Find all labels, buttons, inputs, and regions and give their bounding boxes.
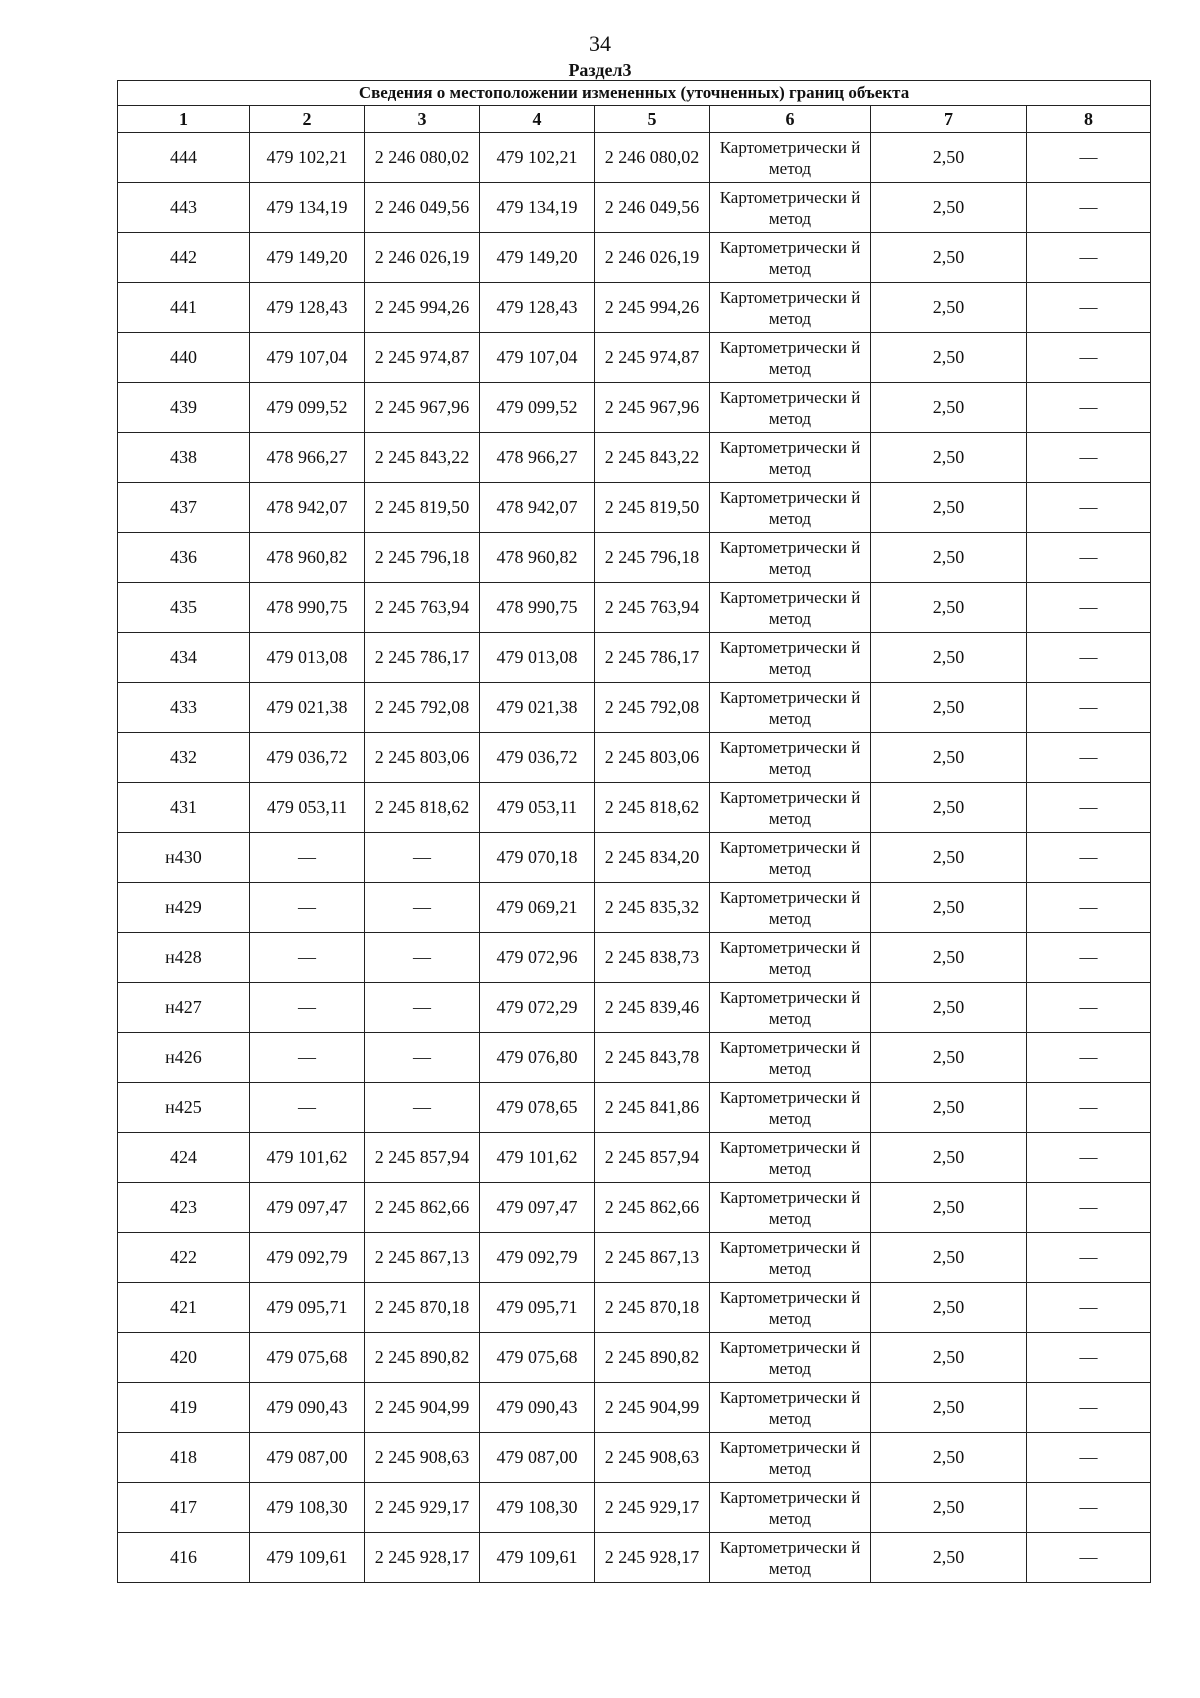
description-cell: —	[1027, 583, 1151, 633]
method-cell: Картометрически й метод	[710, 933, 871, 983]
existing-x-cell: 479 097,47	[250, 1183, 365, 1233]
point-id-cell: н425	[118, 1083, 250, 1133]
existing-y-cell: 2 245 843,22	[365, 433, 480, 483]
method-cell: Картометрически й метод	[710, 1033, 871, 1083]
new-y-cell: 2 245 890,82	[595, 1333, 710, 1383]
table-row	[118, 1233, 1151, 1283]
description-cell: —	[1027, 533, 1151, 583]
method-cell: Картометрически й метод	[710, 1533, 871, 1583]
table-row	[118, 683, 1151, 733]
method-cell: Картометрически й метод	[710, 433, 871, 483]
point-id-cell: 437	[118, 483, 250, 533]
table-row	[118, 433, 1151, 483]
new-y-cell: 2 245 839,46	[595, 983, 710, 1033]
accuracy-cell: 2,50	[871, 1033, 1027, 1083]
accuracy-cell: 2,50	[871, 1083, 1027, 1133]
new-x-cell: 479 070,18	[480, 833, 595, 883]
description-cell: —	[1027, 1533, 1151, 1583]
new-x-cell: 479 102,21	[480, 133, 595, 183]
method-cell: Картометрически й метод	[710, 133, 871, 183]
description-cell: —	[1027, 833, 1151, 883]
table-row	[118, 933, 1151, 983]
new-y-cell: 2 245 994,26	[595, 283, 710, 333]
existing-x-cell: 479 090,43	[250, 1383, 365, 1433]
table-row	[118, 633, 1151, 683]
table-row	[118, 183, 1151, 233]
existing-y-cell: 2 245 819,50	[365, 483, 480, 533]
accuracy-cell: 2,50	[871, 683, 1027, 733]
page-number: 34	[589, 31, 611, 56]
description-cell: —	[1027, 333, 1151, 383]
method-cell: Картометрически й метод	[710, 233, 871, 283]
existing-x-cell: 479 149,20	[250, 233, 365, 283]
existing-y-cell: 2 245 904,99	[365, 1383, 480, 1433]
method-cell: Картометрически й метод	[710, 633, 871, 683]
boundary-coordinates-table	[117, 80, 1151, 1583]
table-row	[118, 1433, 1151, 1483]
existing-x-cell: 479 109,61	[250, 1533, 365, 1583]
existing-x-cell: 479 021,38	[250, 683, 365, 733]
existing-x-cell: 479 107,04	[250, 333, 365, 383]
new-x-cell: 479 013,08	[480, 633, 595, 683]
existing-x-cell: 479 102,21	[250, 133, 365, 183]
new-x-cell: 479 097,47	[480, 1183, 595, 1233]
existing-y-cell: 2 245 908,63	[365, 1433, 480, 1483]
method-cell: Картометрически й метод	[710, 1433, 871, 1483]
new-x-cell: 479 149,20	[480, 233, 595, 283]
accuracy-cell: 2,50	[871, 1183, 1027, 1233]
existing-y-cell: 2 246 080,02	[365, 133, 480, 183]
method-cell: Картометрически й метод	[710, 1333, 871, 1383]
existing-x-cell: 479 108,30	[250, 1483, 365, 1533]
new-x-cell: 479 036,72	[480, 733, 595, 783]
new-y-cell: 2 245 929,17	[595, 1483, 710, 1533]
column-number-row	[118, 106, 1151, 133]
existing-x-cell: —	[250, 883, 365, 933]
new-x-cell: 479 108,30	[480, 1483, 595, 1533]
column-number: 5	[595, 106, 710, 133]
new-y-cell: 2 245 796,18	[595, 533, 710, 583]
method-cell: Картометрически й метод	[710, 1083, 871, 1133]
point-id-cell: н429	[118, 883, 250, 933]
new-x-cell: 479 107,04	[480, 333, 595, 383]
existing-y-cell: 2 245 818,62	[365, 783, 480, 833]
accuracy-cell: 2,50	[871, 1283, 1027, 1333]
table-row	[118, 1033, 1151, 1083]
existing-y-cell: 2 245 803,06	[365, 733, 480, 783]
method-cell: Картометрически й метод	[710, 783, 871, 833]
existing-x-cell: 479 095,71	[250, 1283, 365, 1333]
method-cell: Картометрически й метод	[710, 1183, 871, 1233]
point-id-cell: 431	[118, 783, 250, 833]
description-cell: —	[1027, 683, 1151, 733]
existing-y-cell: 2 245 929,17	[365, 1483, 480, 1533]
point-id-cell: 422	[118, 1233, 250, 1283]
table-caption: Сведения о местоположении измененных (уточненных) границ объекта	[118, 81, 1151, 106]
table-row	[118, 833, 1151, 883]
existing-y-cell: 2 245 857,94	[365, 1133, 480, 1183]
accuracy-cell: 2,50	[871, 933, 1027, 983]
accuracy-cell: 2,50	[871, 433, 1027, 483]
point-id-cell: 442	[118, 233, 250, 283]
new-y-cell: 2 245 974,87	[595, 333, 710, 383]
new-y-cell: 2 245 834,20	[595, 833, 710, 883]
new-x-cell: 479 099,52	[480, 383, 595, 433]
description-cell: —	[1027, 733, 1151, 783]
new-y-cell: 2 245 857,94	[595, 1133, 710, 1183]
existing-x-cell: 479 099,52	[250, 383, 365, 433]
point-id-cell: 417	[118, 1483, 250, 1533]
point-id-cell: 423	[118, 1183, 250, 1233]
accuracy-cell: 2,50	[871, 533, 1027, 583]
new-y-cell: 2 245 838,73	[595, 933, 710, 983]
table-row	[118, 883, 1151, 933]
column-number: 6	[710, 106, 871, 133]
existing-x-cell: 479 013,08	[250, 633, 365, 683]
accuracy-cell: 2,50	[871, 1383, 1027, 1433]
column-number: 7	[871, 106, 1027, 133]
table-row	[118, 483, 1151, 533]
existing-x-cell: 479 092,79	[250, 1233, 365, 1283]
accuracy-cell: 2,50	[871, 633, 1027, 683]
method-cell: Картометрически й метод	[710, 283, 871, 333]
accuracy-cell: 2,50	[871, 483, 1027, 533]
existing-x-cell: 479 134,19	[250, 183, 365, 233]
point-id-cell: н426	[118, 1033, 250, 1083]
point-id-cell: 419	[118, 1383, 250, 1433]
description-cell: —	[1027, 633, 1151, 683]
table-row	[118, 1183, 1151, 1233]
method-cell: Картометрически й метод	[710, 583, 871, 633]
point-id-cell: 424	[118, 1133, 250, 1183]
existing-y-cell: 2 245 928,17	[365, 1533, 480, 1583]
new-y-cell: 2 245 928,17	[595, 1533, 710, 1583]
table-body	[118, 133, 1151, 1583]
accuracy-cell: 2,50	[871, 983, 1027, 1033]
existing-x-cell: —	[250, 1033, 365, 1083]
description-cell: —	[1027, 1333, 1151, 1383]
existing-y-cell: —	[365, 1083, 480, 1133]
accuracy-cell: 2,50	[871, 1233, 1027, 1283]
column-number: 1	[118, 106, 250, 133]
accuracy-cell: 2,50	[871, 583, 1027, 633]
existing-y-cell: 2 245 974,87	[365, 333, 480, 383]
description-cell: —	[1027, 1183, 1151, 1233]
table-row	[118, 233, 1151, 283]
existing-y-cell: 2 245 967,96	[365, 383, 480, 433]
accuracy-cell: 2,50	[871, 1133, 1027, 1183]
accuracy-cell: 2,50	[871, 333, 1027, 383]
accuracy-cell: 2,50	[871, 1333, 1027, 1383]
new-y-cell: 2 245 786,17	[595, 633, 710, 683]
description-cell: —	[1027, 1283, 1151, 1333]
point-id-cell: 434	[118, 633, 250, 683]
point-id-cell: 436	[118, 533, 250, 583]
point-id-cell: 443	[118, 183, 250, 233]
existing-y-cell: 2 246 026,19	[365, 233, 480, 283]
description-cell: —	[1027, 933, 1151, 983]
existing-y-cell: —	[365, 983, 480, 1033]
description-cell: —	[1027, 1483, 1151, 1533]
accuracy-cell: 2,50	[871, 183, 1027, 233]
point-id-cell: 420	[118, 1333, 250, 1383]
existing-y-cell: 2 245 786,17	[365, 633, 480, 683]
existing-x-cell: 479 053,11	[250, 783, 365, 833]
description-cell: —	[1027, 883, 1151, 933]
method-cell: Картометрически й метод	[710, 383, 871, 433]
description-cell: —	[1027, 1133, 1151, 1183]
table-row	[118, 533, 1151, 583]
new-x-cell: 479 087,00	[480, 1433, 595, 1483]
point-id-cell: 438	[118, 433, 250, 483]
table-row	[118, 133, 1151, 183]
existing-y-cell: 2 246 049,56	[365, 183, 480, 233]
existing-y-cell: 2 245 870,18	[365, 1283, 480, 1333]
method-cell: Картометрически й метод	[710, 683, 871, 733]
description-cell: —	[1027, 983, 1151, 1033]
method-cell: Картометрически й метод	[710, 183, 871, 233]
new-x-cell: 479 075,68	[480, 1333, 595, 1383]
point-id-cell: 439	[118, 383, 250, 433]
method-cell: Картометрически й метод	[710, 533, 871, 583]
accuracy-cell: 2,50	[871, 733, 1027, 783]
description-cell: —	[1027, 1033, 1151, 1083]
accuracy-cell: 2,50	[871, 233, 1027, 283]
new-x-cell: 479 134,19	[480, 183, 595, 233]
existing-y-cell: 2 245 890,82	[365, 1333, 480, 1383]
new-y-cell: 2 245 818,62	[595, 783, 710, 833]
point-id-cell: н427	[118, 983, 250, 1033]
accuracy-cell: 2,50	[871, 883, 1027, 933]
point-id-cell: 444	[118, 133, 250, 183]
existing-x-cell: 479 101,62	[250, 1133, 365, 1183]
point-id-cell: 421	[118, 1283, 250, 1333]
description-cell: —	[1027, 233, 1151, 283]
new-x-cell: 479 076,80	[480, 1033, 595, 1083]
description-cell: —	[1027, 1233, 1151, 1283]
new-y-cell: 2 246 080,02	[595, 133, 710, 183]
description-cell: —	[1027, 1433, 1151, 1483]
accuracy-cell: 2,50	[871, 133, 1027, 183]
new-y-cell: 2 245 835,32	[595, 883, 710, 933]
accuracy-cell: 2,50	[871, 1483, 1027, 1533]
new-y-cell: 2 245 870,18	[595, 1283, 710, 1333]
table-row	[118, 1483, 1151, 1533]
method-cell: Картометрически й метод	[710, 483, 871, 533]
table-row	[118, 1383, 1151, 1433]
new-x-cell: 479 092,79	[480, 1233, 595, 1283]
existing-x-cell: —	[250, 933, 365, 983]
existing-x-cell: 478 990,75	[250, 583, 365, 633]
description-cell: —	[1027, 1083, 1151, 1133]
new-x-cell: 478 966,27	[480, 433, 595, 483]
new-y-cell: 2 245 819,50	[595, 483, 710, 533]
accuracy-cell: 2,50	[871, 783, 1027, 833]
new-y-cell: 2 245 967,96	[595, 383, 710, 433]
new-x-cell: 479 078,65	[480, 1083, 595, 1133]
table-row	[118, 983, 1151, 1033]
method-cell: Картометрически й метод	[710, 883, 871, 933]
table-row	[118, 1083, 1151, 1133]
new-x-cell: 478 942,07	[480, 483, 595, 533]
accuracy-cell: 2,50	[871, 833, 1027, 883]
table-row	[118, 383, 1151, 433]
existing-y-cell: 2 245 862,66	[365, 1183, 480, 1233]
column-number: 3	[365, 106, 480, 133]
new-y-cell: 2 245 862,66	[595, 1183, 710, 1233]
table-row	[118, 333, 1151, 383]
new-y-cell: 2 245 867,13	[595, 1233, 710, 1283]
accuracy-cell: 2,50	[871, 383, 1027, 433]
point-id-cell: 441	[118, 283, 250, 333]
existing-y-cell: —	[365, 833, 480, 883]
description-cell: —	[1027, 183, 1151, 233]
new-y-cell: 2 245 843,22	[595, 433, 710, 483]
description-cell: —	[1027, 483, 1151, 533]
existing-x-cell: —	[250, 1083, 365, 1133]
point-id-cell: 418	[118, 1433, 250, 1483]
point-id-cell: 435	[118, 583, 250, 633]
method-cell: Картометрически й метод	[710, 1383, 871, 1433]
new-x-cell: 479 109,61	[480, 1533, 595, 1583]
existing-x-cell: 478 960,82	[250, 533, 365, 583]
new-y-cell: 2 245 792,08	[595, 683, 710, 733]
table-row	[118, 733, 1151, 783]
existing-y-cell: —	[365, 1033, 480, 1083]
method-cell: Картометрически й метод	[710, 1233, 871, 1283]
method-cell: Картометрически й метод	[710, 1483, 871, 1533]
new-y-cell: 2 245 803,06	[595, 733, 710, 783]
point-id-cell: н430	[118, 833, 250, 883]
new-y-cell: 2 245 908,63	[595, 1433, 710, 1483]
new-x-cell: 479 101,62	[480, 1133, 595, 1183]
existing-x-cell: —	[250, 833, 365, 883]
existing-y-cell: 2 245 867,13	[365, 1233, 480, 1283]
description-cell: —	[1027, 433, 1151, 483]
description-cell: —	[1027, 1383, 1151, 1433]
existing-y-cell: —	[365, 933, 480, 983]
new-x-cell: 479 053,11	[480, 783, 595, 833]
existing-x-cell: 479 087,00	[250, 1433, 365, 1483]
new-y-cell: 2 245 904,99	[595, 1383, 710, 1433]
new-y-cell: 2 245 841,86	[595, 1083, 710, 1133]
section-title: Раздел3	[568, 60, 632, 80]
method-cell: Картометрически й метод	[710, 1283, 871, 1333]
existing-x-cell: 478 942,07	[250, 483, 365, 533]
table-row	[118, 583, 1151, 633]
column-number: 8	[1027, 106, 1151, 133]
existing-x-cell: 478 966,27	[250, 433, 365, 483]
new-x-cell: 479 072,29	[480, 983, 595, 1033]
description-cell: —	[1027, 283, 1151, 333]
new-x-cell: 479 072,96	[480, 933, 595, 983]
new-y-cell: 2 246 026,19	[595, 233, 710, 283]
accuracy-cell: 2,50	[871, 1533, 1027, 1583]
new-x-cell: 479 069,21	[480, 883, 595, 933]
description-cell: —	[1027, 383, 1151, 433]
description-cell: —	[1027, 133, 1151, 183]
new-x-cell: 479 090,43	[480, 1383, 595, 1433]
existing-x-cell: 479 075,68	[250, 1333, 365, 1383]
table-row	[118, 1333, 1151, 1383]
method-cell: Картометрически й метод	[710, 983, 871, 1033]
point-id-cell: 432	[118, 733, 250, 783]
existing-y-cell: 2 245 994,26	[365, 283, 480, 333]
existing-x-cell: —	[250, 983, 365, 1033]
new-y-cell: 2 246 049,56	[595, 183, 710, 233]
point-id-cell: 433	[118, 683, 250, 733]
existing-y-cell: 2 245 796,18	[365, 533, 480, 583]
new-x-cell: 479 021,38	[480, 683, 595, 733]
accuracy-cell: 2,50	[871, 283, 1027, 333]
table-row	[118, 783, 1151, 833]
table-row	[118, 1533, 1151, 1583]
column-number: 4	[480, 106, 595, 133]
point-id-cell: 416	[118, 1533, 250, 1583]
new-y-cell: 2 245 843,78	[595, 1033, 710, 1083]
new-x-cell: 479 095,71	[480, 1283, 595, 1333]
table-row	[118, 1283, 1151, 1333]
existing-x-cell: 479 128,43	[250, 283, 365, 333]
existing-y-cell: —	[365, 883, 480, 933]
existing-y-cell: 2 245 763,94	[365, 583, 480, 633]
existing-x-cell: 479 036,72	[250, 733, 365, 783]
column-number: 2	[250, 106, 365, 133]
new-y-cell: 2 245 763,94	[595, 583, 710, 633]
existing-y-cell: 2 245 792,08	[365, 683, 480, 733]
table-row	[118, 1133, 1151, 1183]
description-cell: —	[1027, 783, 1151, 833]
point-id-cell: н428	[118, 933, 250, 983]
method-cell: Картометрически й метод	[710, 333, 871, 383]
new-x-cell: 478 990,75	[480, 583, 595, 633]
new-x-cell: 478 960,82	[480, 533, 595, 583]
point-id-cell: 440	[118, 333, 250, 383]
accuracy-cell: 2,50	[871, 1433, 1027, 1483]
new-x-cell: 479 128,43	[480, 283, 595, 333]
method-cell: Картометрически й метод	[710, 1133, 871, 1183]
method-cell: Картометрически й метод	[710, 833, 871, 883]
table-row	[118, 283, 1151, 333]
method-cell: Картометрически й метод	[710, 733, 871, 783]
